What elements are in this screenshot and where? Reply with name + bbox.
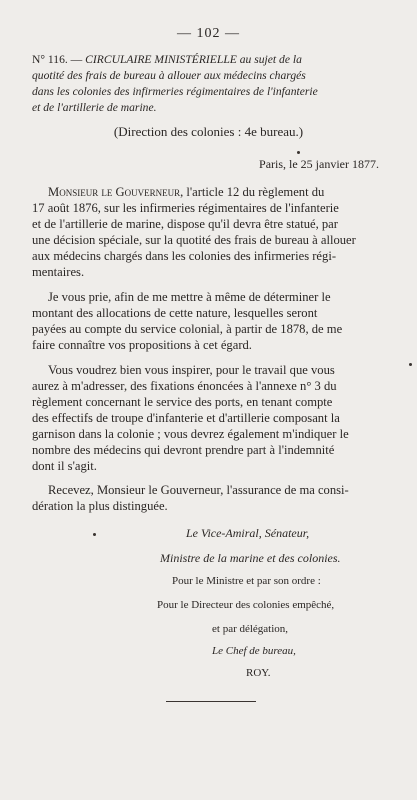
body-line: Je vous prie, afin de me mettre à même de déterminer le: [48, 290, 331, 304]
signature-name: ROY.: [246, 667, 271, 679]
body-line: aurez à m'adresser, des fixations énoncées à l'annexe n° 3 du: [32, 379, 337, 393]
direction-note: (Direction des colonies : 4e bureau.): [113, 124, 304, 139]
signature-title: Le Vice-Amiral, Sénateur,: [186, 526, 310, 540]
body-line: nombre des médecins qui devront prendre part à l'indemnité: [32, 443, 335, 457]
body-line: mentaires.: [32, 265, 85, 279]
body-line: règlement concernant le service des ports, en tenant compte: [32, 395, 333, 409]
signature-office: Ministre de la marine et des colonies.: [160, 551, 341, 565]
signature-chief: Le Chef de bureau,: [212, 645, 296, 657]
body-line: garnison dans la colonie ; vous devrez également m'indiquer le: [32, 427, 349, 441]
circular-number: N° 116. —: [32, 53, 86, 66]
body-line: montant des allocations de cette nature, lesquelles seront: [32, 306, 318, 320]
body-line: dération la plus distinguée.: [32, 499, 168, 513]
body-line: faire connaître vos propositions à cet égard.: [32, 338, 252, 352]
date-line: Paris, le 25 janvier 1877.: [259, 157, 379, 171]
body-line: Monsieur le Gouverneur, l'article 12 du règlement du: [48, 185, 325, 199]
circular-subject: au sujet de la: [236, 53, 302, 66]
salutation: Monsieur le Gouverneur,: [48, 185, 184, 199]
closing-rule: [166, 701, 256, 702]
heading-line: quotité des frais de bureau à allouer aux médecins chargés: [32, 69, 306, 82]
body-line: 17 août 1876, sur les infirmeries régimentaires de l'infanterie: [32, 201, 339, 215]
body-line: payées au compte du service colonial, à partir de 1878, de me: [32, 322, 343, 336]
signature-delegate: Pour le Directeur des colonies empêché,: [157, 599, 335, 611]
print-speck: [409, 363, 412, 366]
body-line: dont il s'agit.: [32, 459, 97, 473]
heading-line: et de l'artillerie de marine.: [32, 101, 157, 114]
body-line: Vous voudrez bien vous inspirer, pour le travail que vous: [48, 363, 335, 377]
signature-delegation: et par délégation,: [212, 623, 289, 635]
body-line: une décision spéciale, sur la quotité des frais de bureau à allouer: [32, 233, 356, 247]
print-speck: [93, 533, 96, 536]
print-speck: [297, 151, 300, 154]
body-line: des effectifs de troupe d'infanterie et d'artillerie composant la: [32, 411, 340, 425]
signature-order: Pour le Ministre et par son ordre :: [172, 575, 321, 587]
page-number: — 102 —: [177, 26, 240, 41]
circular-title: CIRCULAIRE MINISTÉRIELLE: [85, 53, 237, 66]
heading-line: [32, 52, 402, 68]
body-line: et de l'artillerie de marine, dispose qu'il devra être statué, par: [32, 217, 338, 231]
body-line: Recevez, Monsieur le Gouverneur, l'assurance de ma consi-: [48, 483, 349, 497]
body-line: aux médecins chargés dans les colonies des infirmeries régi-: [32, 249, 337, 263]
heading-line: dans les colonies des infirmeries régimentaires de l'infanterie: [32, 85, 318, 98]
